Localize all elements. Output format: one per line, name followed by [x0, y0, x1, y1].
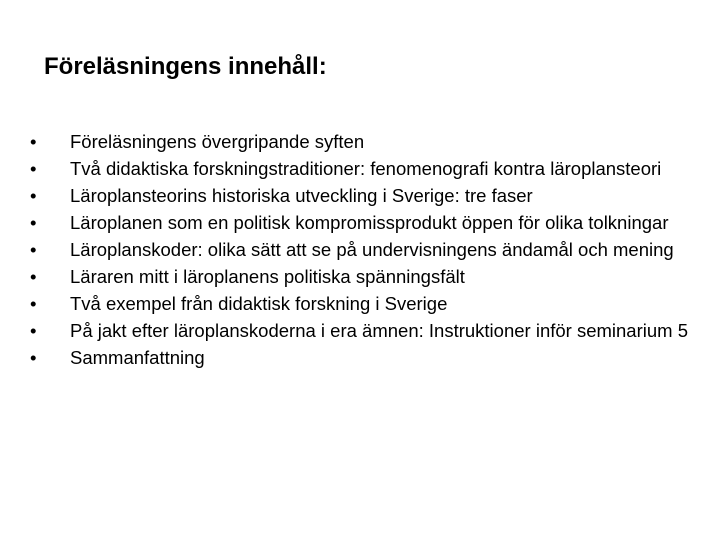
list-item-text: Läroplanen som en politisk kompromissprodukt öppen för olika tolkningar	[70, 212, 669, 233]
bullet-icon: •	[30, 293, 37, 314]
list-item	[30, 317, 700, 344]
list-item-text: Sammanfattning	[70, 347, 205, 368]
list-item	[30, 128, 700, 155]
bullet-icon: •	[30, 185, 37, 206]
bullet-icon: •	[30, 131, 37, 152]
bullet-icon: •	[30, 347, 37, 368]
list-item-text: Läraren mitt i läroplanens politiska spänningsfält	[70, 266, 465, 287]
list-item	[30, 209, 700, 236]
bullet-list	[30, 128, 700, 371]
bullet-icon: •	[30, 320, 37, 341]
list-item	[30, 236, 700, 263]
list-item-text: Läroplanskoder: olika sätt att se på undervisningens ändamål och mening	[70, 239, 674, 260]
bullet-icon: •	[30, 212, 37, 233]
list-item	[30, 182, 700, 209]
bullet-icon: •	[30, 239, 37, 260]
list-item-text: På jakt efter läroplanskoderna i era ämnen: Instruktioner inför seminarium 5	[70, 320, 688, 341]
list-item-text: Två exempel från didaktisk forskning i Sverige	[70, 293, 448, 314]
list-item-text: Föreläsningens övergripande syften	[70, 131, 365, 152]
list-item-text: Läroplansteorins historiska utveckling i Sverige: tre faser	[70, 185, 533, 206]
list-item	[30, 263, 700, 290]
slide-title: Föreläsningens innehåll:	[44, 53, 327, 80]
list-item	[30, 290, 700, 317]
list-item	[30, 344, 700, 371]
list-item	[30, 155, 700, 182]
bullet-icon: •	[30, 266, 37, 287]
list-item-text: Två didaktiska forskningstraditioner: fenomenografi kontra läroplansteori	[70, 158, 662, 179]
bullet-icon: •	[30, 158, 37, 179]
